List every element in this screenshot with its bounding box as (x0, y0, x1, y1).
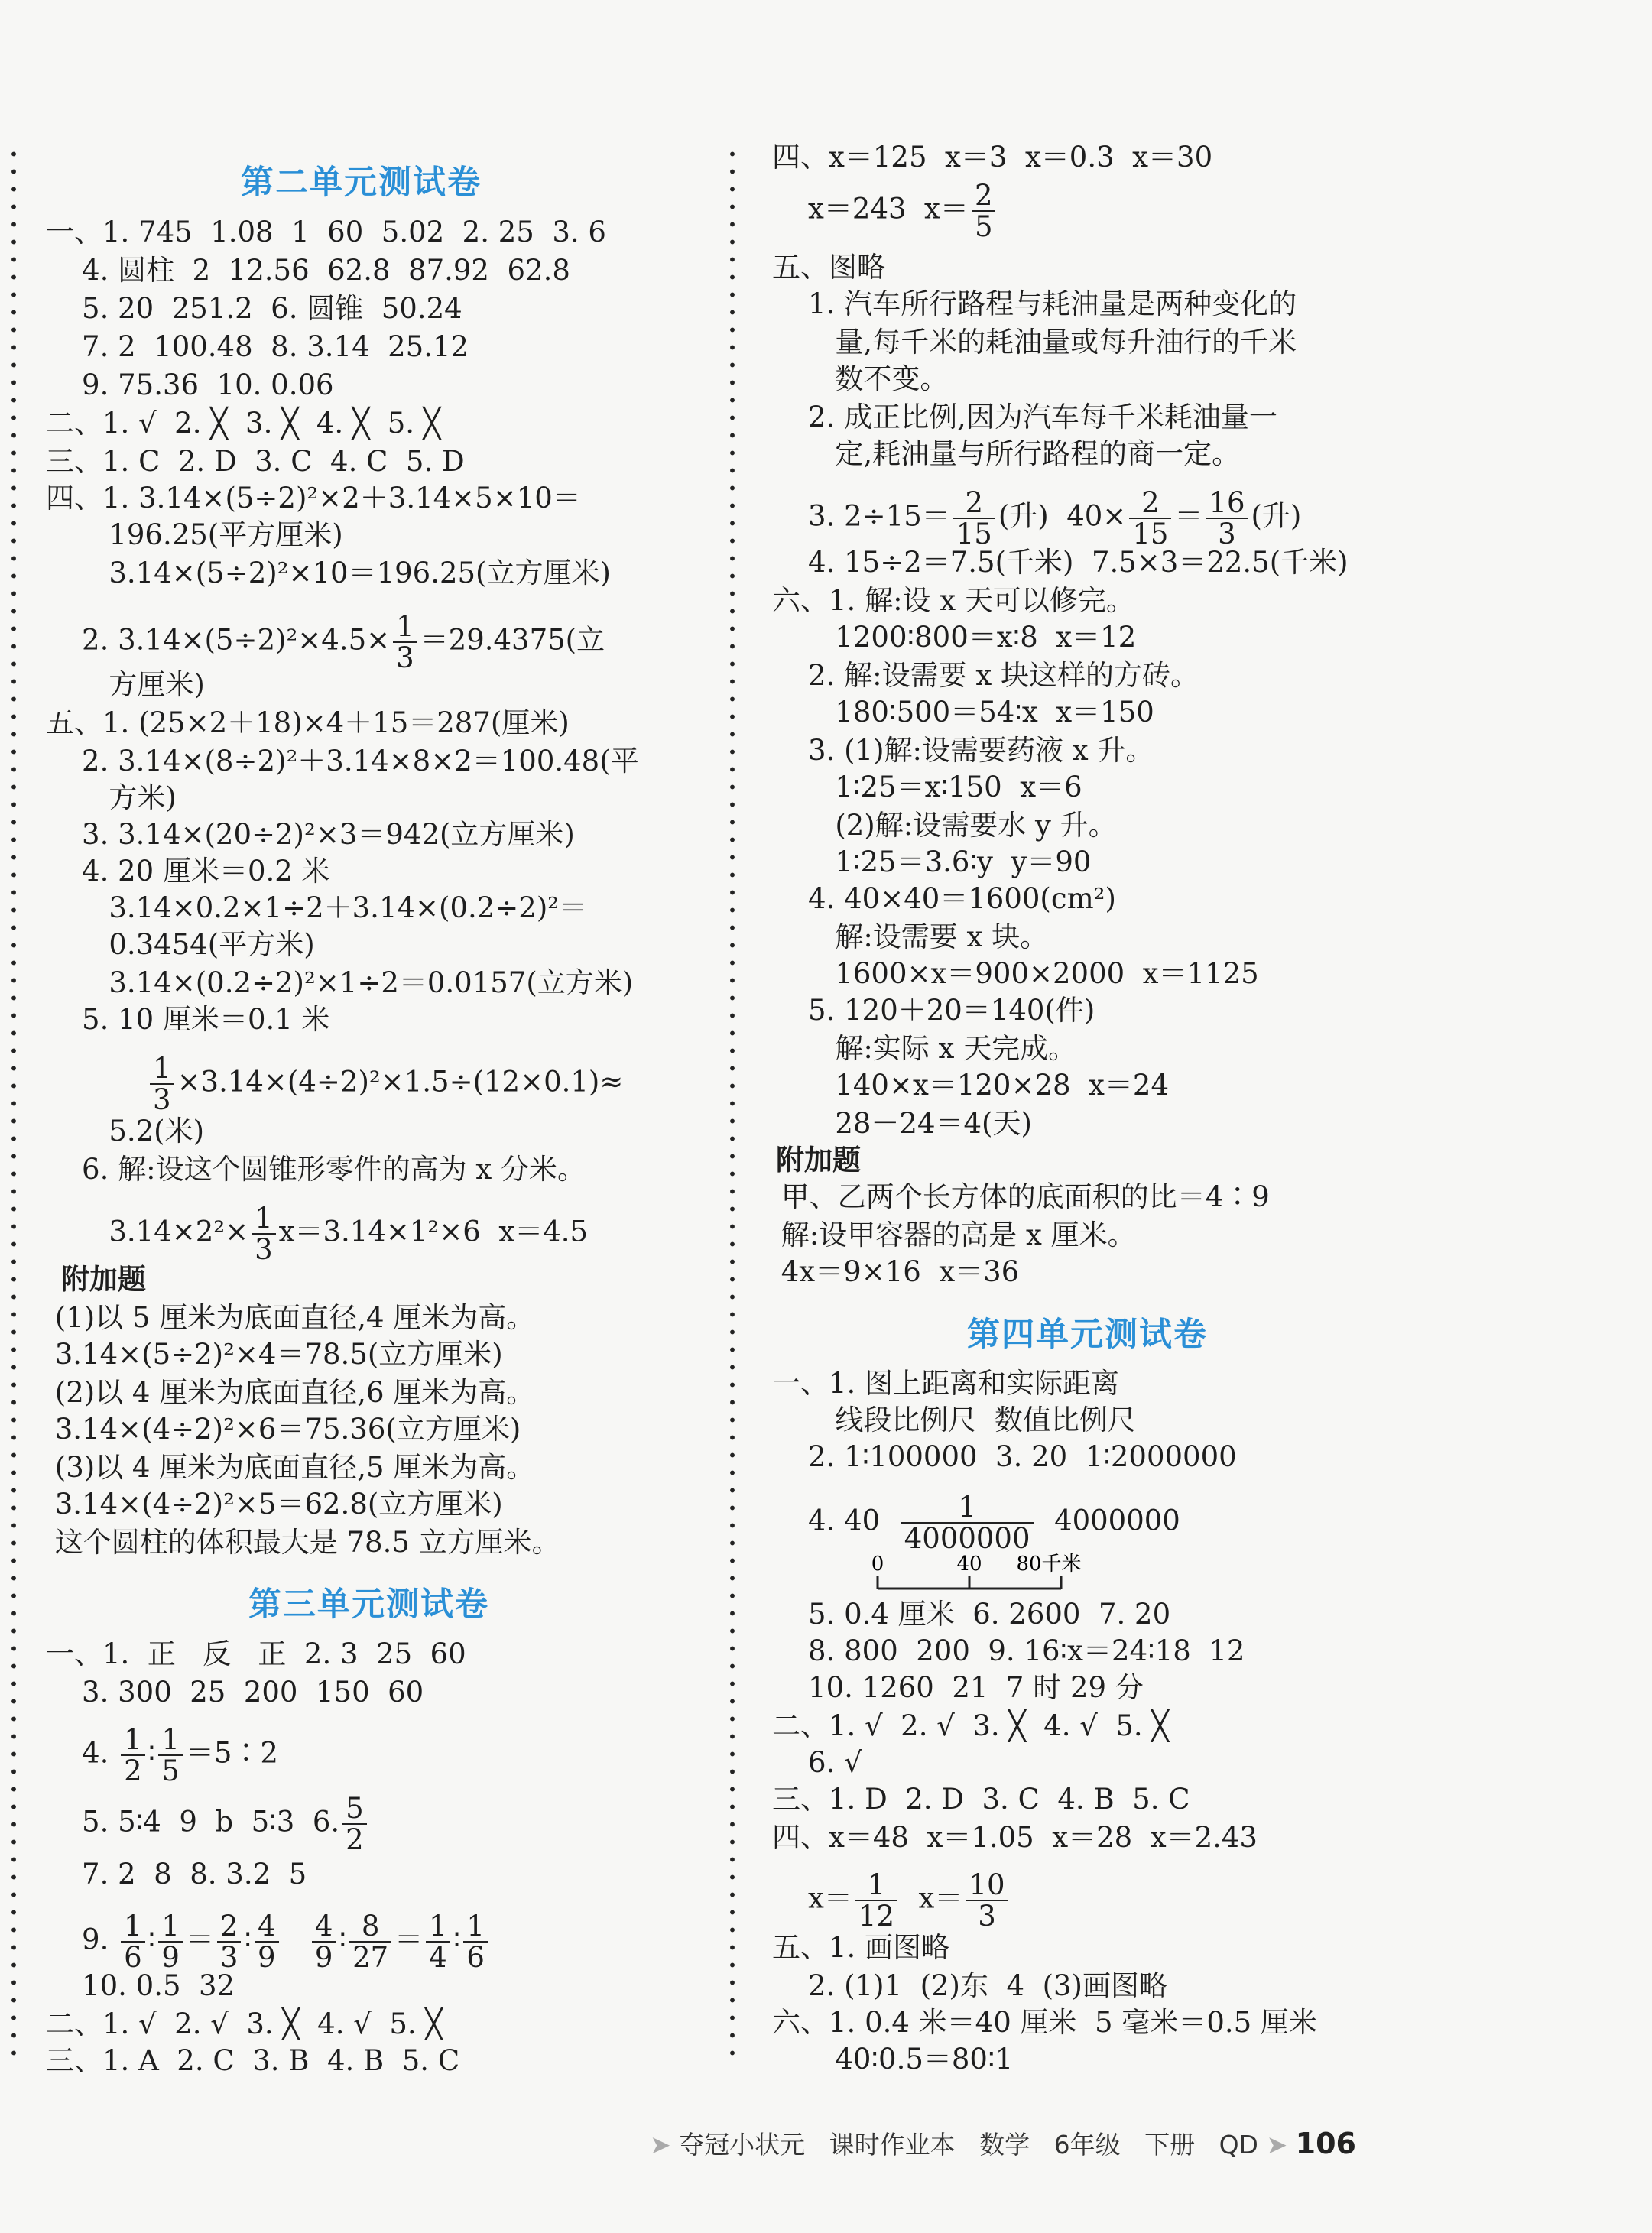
numerator: 1 (150, 1053, 174, 1085)
numerator: 4 (255, 1911, 279, 1943)
answer-line: 3. (1)解:设需要药液 x 升。 (772, 734, 1154, 767)
ratio-sign: ∶ (148, 1923, 156, 1956)
answer-line: 1. 汽车所行路程与耗油量是两种变化的 (772, 287, 1297, 320)
answer-line: 3.14×(5÷2)²×10＝196.25(立方厘米) (46, 557, 611, 589)
answer-line: 甲、乙两个长方体的底面积的比＝4∶9 (772, 1180, 1270, 1213)
fraction (349, 1911, 391, 1972)
extra-heading: 附加题 (61, 1263, 146, 1296)
answer-line: 3. 3.14×(20÷2)²×3＝942(立方厘米) (46, 818, 575, 851)
ratio-sign: ∶ (339, 1923, 347, 1956)
numerator: 2 (1129, 488, 1171, 519)
answer-line-with-fraction (772, 180, 998, 242)
expr-part: (升) 40× (998, 499, 1127, 533)
denominator: 2 (346, 1823, 364, 1856)
answer-line: 2. 3.14×(8÷2)²＋3.14×8×2＝100.48(平 (46, 745, 639, 777)
ratio-sign: ∶ (148, 1736, 156, 1770)
answer-line: 四、x＝125 x＝3 x＝0.3 x＝30 (772, 141, 1213, 174)
numerator: 1 (855, 1870, 897, 1901)
numerator: 1 (901, 1492, 1034, 1524)
fraction (426, 1911, 450, 1972)
expr-part: 2. 3.14×(5÷2)²×4.5× (46, 623, 391, 657)
answer-line-with-fraction (147, 1053, 623, 1115)
numerator: 1 (158, 1911, 183, 1943)
expr-part: 4000000 (1054, 1504, 1180, 1537)
fraction (217, 1911, 242, 1972)
answer-line: 这个圆柱的体积最大是 78.5 立方厘米。 (46, 1526, 560, 1559)
numerator: 1 (252, 1203, 276, 1235)
footer-arrow-icon: ➤ (1266, 2130, 1288, 2160)
answer-line: 线段比例尺 数值比例尺 (772, 1404, 1136, 1436)
answer-line: 3.14×(4÷2)²×5＝62.8(立方厘米) (46, 1488, 503, 1521)
denominator: 5 (974, 210, 993, 243)
denominator: 6 (124, 1941, 142, 1974)
numerator: 1 (463, 1911, 488, 1943)
answer-line: 3.14×(4÷2)²×6＝75.36(立方厘米) (46, 1413, 521, 1446)
answer-line: 1∶25＝3.6∶y y＝90 (772, 845, 1092, 878)
expr-part: 4. (46, 1736, 109, 1770)
unit2-title: 第二单元测试卷 (241, 164, 482, 202)
answer-line: 1∶25＝x∶150 x＝6 (772, 771, 1082, 803)
answer-line: 五、1. 画图略 (772, 1931, 950, 1964)
scale-tick-label: 0 (871, 1553, 884, 1576)
numerator: 1 (121, 1725, 145, 1756)
answer-line: 五、1. (25×2＋18)×4＋15＝287(厘米) (46, 706, 570, 739)
answer-line: 量,每千米的耗油量或每升油行的千米 (772, 326, 1297, 359)
denominator: 27 (352, 1941, 389, 1974)
answer-line-with-fraction (46, 1725, 278, 1786)
answer-line: 5. 20 251.2 6. 圆锥 50.24 (46, 292, 462, 325)
answer-line: 2. 1∶100000 3. 20 1∶2000000 (772, 1440, 1237, 1473)
answer-line: 一、1. 正 反 正 2. 3 25 60 (46, 1637, 466, 1670)
expr-part: 5. 5∶4 9 b 5∶3 6. (46, 1805, 340, 1839)
denominator: 4000000 (904, 1522, 1030, 1555)
equals-sign: ＝ (394, 1923, 424, 1956)
denominator: 15 (956, 518, 992, 550)
scale-tick-label: 40 (956, 1553, 982, 1576)
numerator: 2 (972, 180, 996, 212)
expr-part: (升) (1251, 499, 1302, 533)
answer-line: 数不变。 (772, 362, 949, 395)
denominator: 5 (161, 1754, 180, 1787)
denominator: 9 (258, 1941, 276, 1974)
answer-line: 三、1. C 2. D 3. C 4. C 5. D (46, 445, 465, 478)
numerator: 5 (342, 1793, 367, 1825)
denominator: 15 (1132, 518, 1169, 550)
numerator: 1 (426, 1911, 450, 1943)
ratio-sign: ∶ (453, 1923, 461, 1956)
scale-tick-label: 80千米 (1016, 1553, 1082, 1576)
answer-line: 六、1. 解:设 x 天可以修完。 (772, 584, 1134, 617)
answer-line: 4. 圆柱 2 12.56 62.8 87.92 62.8 (46, 254, 570, 287)
footer-book: 课时作业本 (829, 2130, 956, 2160)
answer-line: 7. 2 100.48 8. 3.14 25.12 (46, 330, 469, 363)
answer-line-with-fraction (772, 1870, 1011, 1931)
numerator: 1 (121, 1911, 145, 1943)
page-number: 106 (1295, 2127, 1356, 2160)
answer-line: 40∶0.5＝80∶1 (772, 2043, 1014, 2076)
numerator: 2 (217, 1911, 242, 1943)
fraction (463, 1911, 488, 1972)
answer-line-with-fraction (772, 488, 1301, 549)
answer-line: 方米) (46, 781, 177, 814)
expr-part: ＝ (1174, 499, 1203, 533)
answer-line-with-fraction (46, 1911, 491, 1972)
answer-line: 三、1. A 2. C 3. B 4. B 5. C (46, 2044, 460, 2077)
answer-line: 定,耗油量与所行路程的商一定。 (772, 437, 1241, 470)
denominator: 12 (858, 1900, 895, 1933)
fraction (121, 1725, 145, 1786)
answer-line: 6. 解:设这个圆锥形零件的高为 x 分米。 (46, 1153, 586, 1186)
answer-line: 4. 20 厘米＝0.2 米 (46, 855, 330, 888)
answer-line: 1200∶800＝x∶8 x＝12 (772, 621, 1137, 654)
unit3-title: 第三单元测试卷 (248, 1585, 489, 1624)
answer-line: 二、1. √ 2. ╳ 3. ╳ 4. ╳ 5. ╳ (46, 407, 441, 440)
fraction (953, 488, 995, 549)
answer-line: 2. 解:设需要 x 块这样的方砖。 (772, 659, 1199, 692)
answer-line: 4. 40×40＝1600(cm²) (772, 882, 1116, 915)
fraction (393, 612, 417, 673)
answer-line: 解:实际 x 天完成。 (772, 1032, 1077, 1065)
expr-part: x＝ (772, 1881, 852, 1915)
fraction (312, 1911, 336, 1972)
footer-subject: 数学 (979, 2130, 1030, 2160)
answer-line: 2. 成正比例,因为汽车每千米耗油量一 (772, 401, 1277, 433)
answer-line: 8. 800 200 9. 16∶x＝24∶18 12 (772, 1634, 1245, 1667)
expr-part: x＝243 x＝ (772, 192, 969, 226)
answer-line: 1600×x＝900×2000 x＝1125 (772, 957, 1259, 990)
answer-line: 解:设需要 x 块。 (772, 920, 1049, 953)
answer-line: (3)以 4 厘米为底面直径,5 厘米为高。 (46, 1451, 535, 1484)
answer-line-with-fraction (46, 1793, 370, 1855)
expr-part: 3.14×2²× (46, 1215, 249, 1248)
expr-part: x＝ (918, 1881, 963, 1915)
denominator: 3 (1218, 518, 1236, 550)
answer-line: 方厘米) (46, 668, 205, 701)
fraction (1129, 488, 1171, 549)
footer-arrow-icon: ➤ (650, 2130, 671, 2160)
numerator: 1 (158, 1725, 183, 1756)
answer-line: (1)以 5 厘米为底面直径,4 厘米为高。 (46, 1301, 535, 1334)
fraction (1206, 488, 1248, 549)
answer-line: 六、1. 0.4 米＝40 厘米 5 毫米＝0.5 厘米 (772, 2006, 1317, 2039)
answer-line: 一、1. 图上距离和实际距离 (772, 1367, 1120, 1400)
answer-line: 一、1. 745 1.08 1 60 5.02 2. 25 3. 6 (46, 216, 606, 248)
denominator: 3 (219, 1941, 239, 1974)
answer-line: 5. 120＋20＝140(件) (772, 994, 1095, 1027)
answer-line: 5. 10 厘米＝0.1 米 (46, 1003, 330, 1036)
answer-line: 五、图略 (772, 251, 885, 284)
answer-line: 3. 300 25 200 150 60 (46, 1676, 424, 1709)
footer-brand: 夺冠小状元 (679, 2130, 806, 2160)
answer-line: (2)以 4 厘米为底面直径,6 厘米为高。 (46, 1376, 535, 1409)
denominator: 6 (466, 1941, 485, 1974)
numerator: 8 (349, 1911, 391, 1943)
answer-line: 5. 0.4 厘米 6. 2600 7. 20 (772, 1598, 1171, 1631)
answer-line: 5.2(米) (46, 1115, 205, 1147)
denominator: 2 (124, 1754, 142, 1787)
answer-line: 3.14×0.2×1÷2＋3.14×(0.2÷2)²＝ (46, 891, 588, 924)
unit4-title: 第四单元测试卷 (967, 1316, 1208, 1354)
answer-line: 二、1. √ 2. √ 3. ╳ 4. √ 5. ╳ (772, 1709, 1169, 1742)
denominator: 3 (153, 1083, 171, 1116)
expr-part: x＝3.14×1²×6 x＝4.5 (278, 1215, 589, 1248)
answer-line: 三、1. D 2. D 3. C 4. B 5. C (772, 1783, 1190, 1816)
line-scale-bar (871, 1552, 1082, 1598)
fraction (966, 1870, 1008, 1931)
answer-line-with-fraction (46, 612, 605, 673)
answer-line-with-fraction (772, 1492, 1180, 1553)
answer-line: 140×x＝120×28 x＝24 (772, 1069, 1169, 1102)
answer-line: 10. 1260 21 7 时 29 分 (772, 1671, 1144, 1704)
equals-sign: ＝ (185, 1923, 214, 1956)
answer-line: 28－24＝4(天) (772, 1107, 1032, 1140)
answer-line: 解:设甲容器的高是 x 厘米。 (772, 1219, 1136, 1251)
fraction (255, 1911, 279, 1972)
answer-line: 2. (1)1 (2)东 4 (3)画图略 (772, 1969, 1167, 2002)
denominator: 3 (396, 641, 414, 674)
answer-line: 3.14×(0.2÷2)²×1÷2＝0.0157(立方米) (46, 966, 634, 999)
answer-line: 10. 0.5 32 (46, 1969, 235, 2002)
binding-dots-middle (729, 145, 735, 2057)
expr-part: 4. 40 (772, 1504, 881, 1537)
page-footer (650, 2125, 1356, 2161)
footer-edition: QD (1219, 2130, 1258, 2160)
fraction (150, 1053, 174, 1115)
footer-grade: 6年级 (1053, 2130, 1121, 2160)
answer-line: 7. 2 8 8. 3.2 5 (46, 1858, 307, 1891)
denominator: 9 (314, 1941, 333, 1974)
ratio-sign: ∶ (244, 1923, 252, 1956)
numerator: 4 (312, 1911, 336, 1943)
fraction (901, 1492, 1034, 1553)
answer-line: 0.3454(平方米) (46, 928, 315, 961)
fraction (855, 1870, 897, 1931)
denominator: 9 (161, 1941, 180, 1974)
fraction (121, 1911, 145, 1972)
answer-line: 3.14×(5÷2)²×4＝78.5(立方厘米) (46, 1338, 503, 1371)
expr-part: ＝29.4375(立 (420, 623, 605, 657)
numerator: 10 (966, 1870, 1008, 1901)
fraction (972, 180, 996, 242)
fraction (342, 1793, 367, 1855)
answer-line: 9. 75.36 10. 0.06 (46, 368, 334, 401)
expr-part: 9. (46, 1923, 109, 1956)
expr-part: ＝5∶2 (185, 1736, 278, 1770)
answer-line-with-fraction (46, 1203, 588, 1264)
expr-part: ×3.14×(4÷2)²×1.5÷(12×0.1)≈ (177, 1065, 624, 1099)
denominator: 3 (978, 1900, 996, 1933)
footer-term: 下册 (1144, 2130, 1196, 2160)
extra-heading: 附加题 (776, 1144, 861, 1177)
answer-line: 4. 15÷2＝7.5(千米) 7.5×3＝22.5(千米) (772, 546, 1349, 579)
answer-line: 四、x＝48 x＝1.05 x＝28 x＝2.43 (772, 1821, 1258, 1854)
numerator: 1 (393, 612, 417, 643)
fraction (252, 1203, 276, 1264)
fraction (158, 1725, 183, 1786)
answer-line: 180∶500＝54∶x x＝150 (772, 696, 1154, 729)
fraction (158, 1911, 183, 1972)
numerator: 16 (1206, 488, 1248, 519)
answer-line: 4x＝9×16 x＝36 (772, 1255, 1020, 1288)
answer-line: 四、1. 3.14×(5÷2)²×2＋3.14×5×10＝ (46, 482, 581, 514)
denominator: 3 (255, 1233, 273, 1266)
binding-dots-left (11, 145, 17, 2057)
answer-line: 6. √ (772, 1746, 862, 1779)
numerator: 2 (953, 488, 995, 519)
expr-part: 3. 2÷15＝ (772, 499, 950, 533)
answer-line: 二、1. √ 2. √ 3. ╳ 4. √ 5. ╳ (46, 2007, 443, 2040)
denominator: 4 (429, 1941, 447, 1974)
answer-line: 196.25(平方厘米) (46, 518, 343, 551)
answer-line: (2)解:设需要水 y 升。 (772, 809, 1117, 842)
